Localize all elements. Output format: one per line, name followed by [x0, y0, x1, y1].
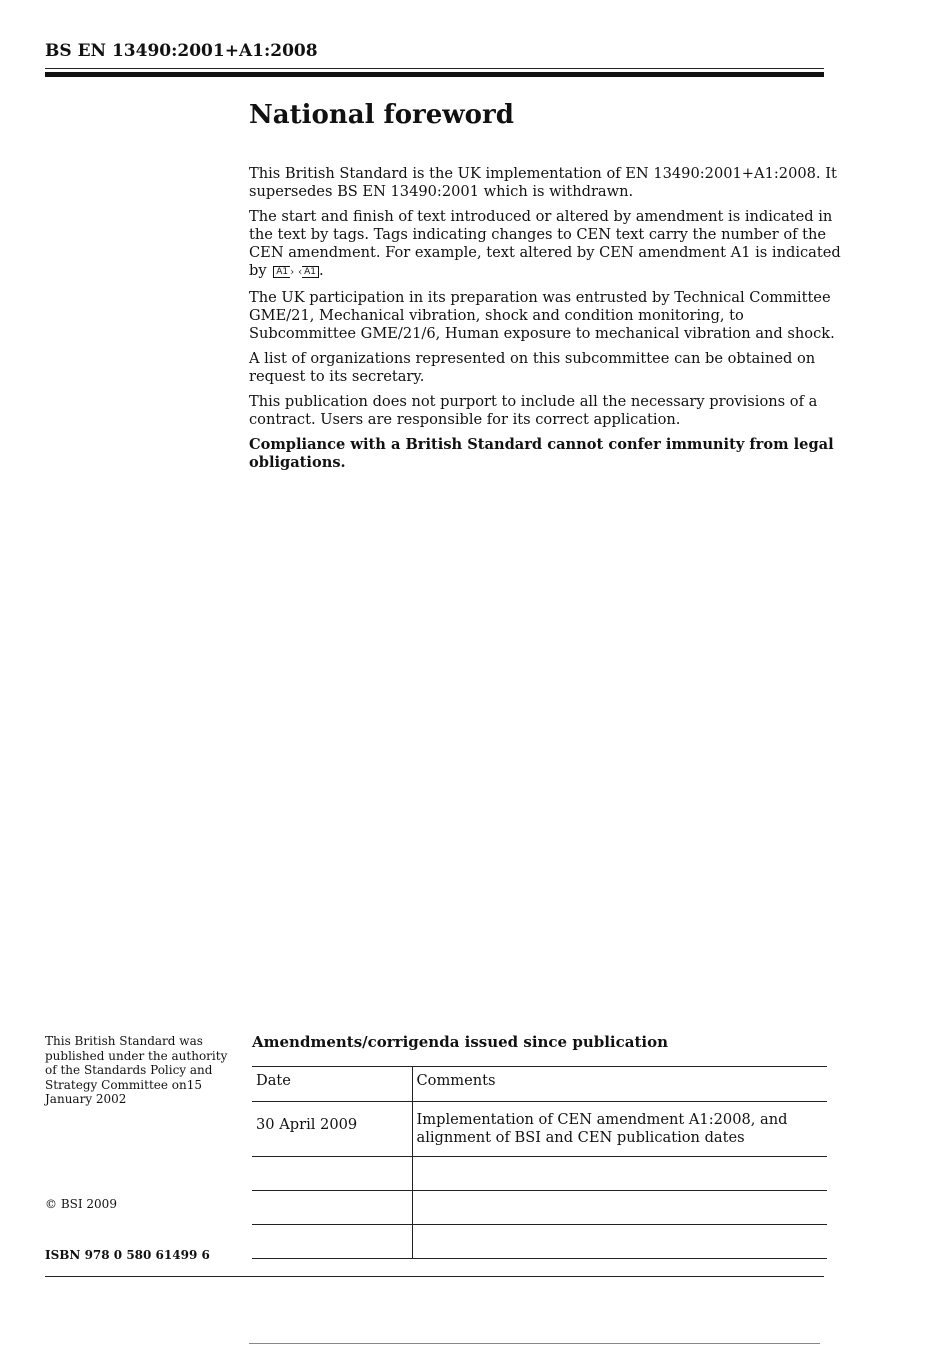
table-row-empty — [252, 1225, 827, 1259]
document-id: BS EN 13490:2001+A1:2008 — [45, 41, 318, 61]
foreword-body — [249, 165, 844, 479]
amendment-tag-open-icon: A1 — [273, 266, 290, 278]
amendments-table — [252, 1066, 827, 1259]
copyright: © BSI 2009 — [45, 1197, 117, 1211]
table-row-empty — [252, 1157, 827, 1191]
page-title: National foreword — [249, 100, 514, 130]
foreword-paragraph: This publication does not purport to include all the necessary provisions of a contract. Users are responsible for its correct application. — [249, 393, 818, 428]
column-header-comments: Comments — [412, 1067, 827, 1102]
amendments-title: Amendments/corrigenda issued since publication — [252, 1033, 668, 1051]
foreword-paragraph: The UK participation in its preparation was entrusted by Technical Committee GME/21, Mechanical vibration, shock and condition monitoring, to Subcommittee GME/21/6, Human exposure to mechanical vibration and shock. — [249, 289, 835, 342]
foreword-paragraph-tags: The start and finish of text introduced or altered by amendment is indicated in the text by tags. Tags indicating changes to CEN text carry the number of the CEN amendment. For example, text altered by CEN amendment A1 is indicated by A1 › ‹ A1 . — [249, 208, 841, 279]
isbn: ISBN 978 0 580 61499 6 — [45, 1248, 210, 1262]
compliance-statement: Compliance with a British Standard cannot confer immunity from legal obligations. — [249, 436, 834, 471]
header-rule-thick — [45, 72, 824, 77]
amendment-date: 30 April 2009 — [252, 1102, 412, 1157]
foreword-paragraph: This British Standard is the UK implementation of EN 13490:2001+A1:2008. It supersedes BS EN 13490:2001 which is withdrawn. — [249, 165, 837, 200]
publication-note: This British Standard was published under the authority of the Standards Policy and Strategy Committee on15 January 2002 — [45, 1034, 228, 1106]
bottom-rule — [249, 1343, 820, 1344]
footer-rule — [45, 1276, 824, 1277]
table-row-empty — [252, 1191, 827, 1225]
table-row — [252, 1102, 827, 1157]
foreword-paragraph-end: . — [319, 262, 324, 279]
table-header-row — [252, 1067, 827, 1102]
column-header-date: Date — [252, 1067, 412, 1102]
header-rule-thin — [45, 68, 824, 69]
amendment-tag-close-icon: A1 — [302, 266, 319, 278]
foreword-paragraph: A list of organizations represented on this subcommittee can be obtained on request to its secretary. — [249, 350, 816, 385]
foreword-paragraph-text: The start and finish of text introduced or altered by amendment is indicated in the text by tags. Tags indicating changes to CEN text carry the number of the CEN amendment. For example, text altered by CEN amendment A1 is indicated by — [249, 208, 841, 279]
amendment-comments: Implementation of CEN amendment A1:2008, and alignment of BSI and CEN publication dates — [412, 1102, 827, 1157]
